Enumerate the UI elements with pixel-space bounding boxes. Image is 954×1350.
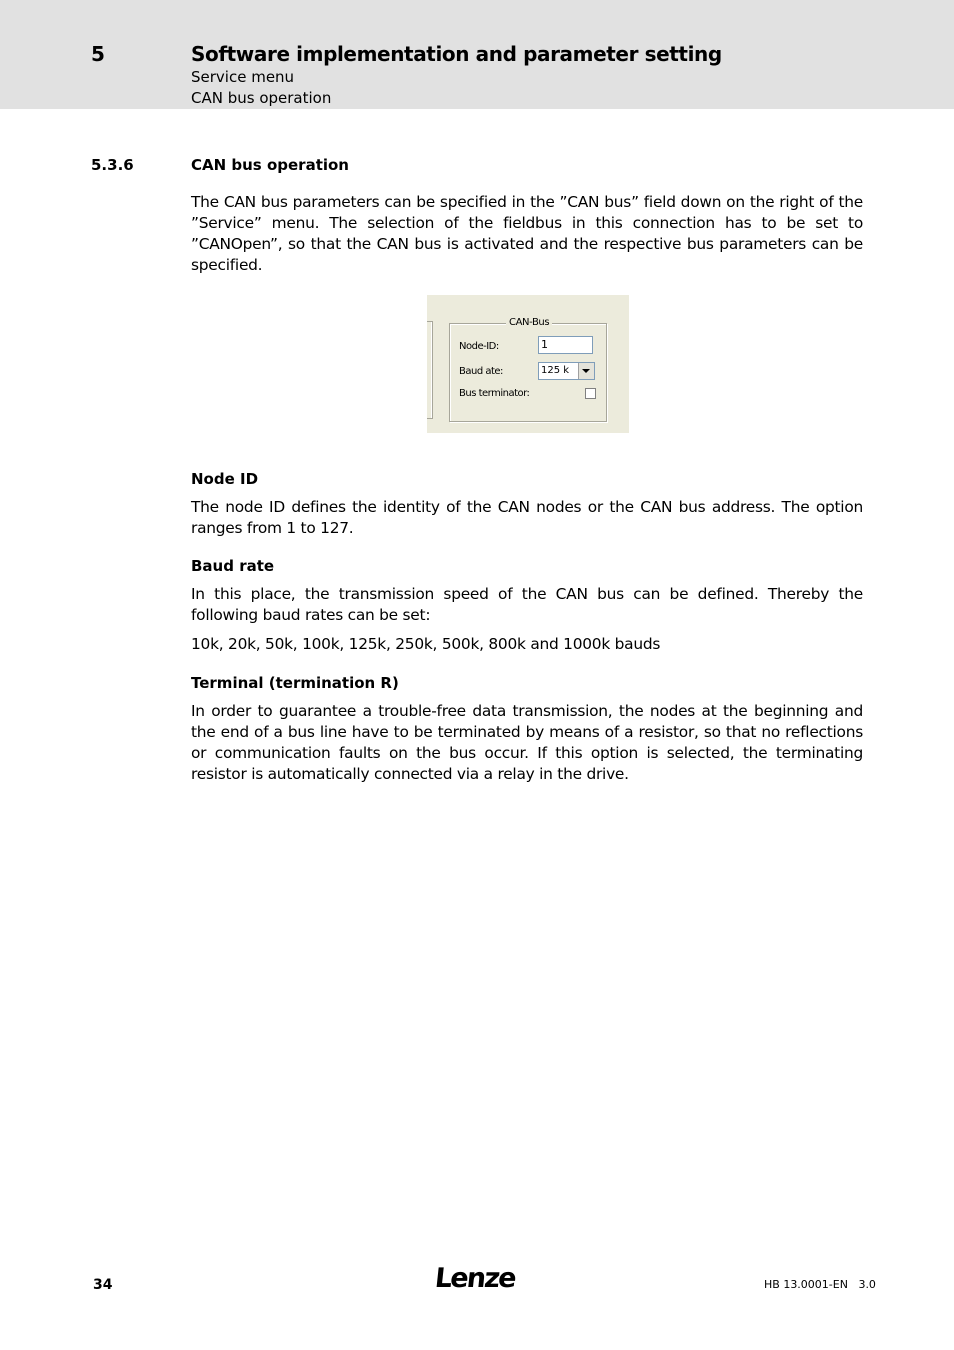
node-id-input[interactable]: 1 <box>538 336 593 354</box>
bus-terminator-checkbox[interactable] <box>585 388 596 399</box>
lenze-logo: Lenze <box>433 1263 517 1294</box>
node-id-heading: Node ID <box>191 470 259 488</box>
baud-rate-heading: Baud rate <box>191 557 275 575</box>
can-bus-group-box <box>449 317 607 422</box>
chapter-number: 5 <box>91 42 105 66</box>
baud-rate-label: Baud ate: <box>459 366 503 377</box>
terminal-paragraph: In order to guarantee a trouble-free data transmission, the nodes at the beginning and the end of a bus line have to be terminated by means of a resistor, so that no reflections or communication faults on the bus occur. If this option is selected, the terminating resistor is automatically connected via a relay in the drive. <box>191 702 863 783</box>
can-bus-group-title: CAN-Bus <box>506 317 552 328</box>
node-id-label: Node-ID: <box>459 341 499 352</box>
adjacent-panel-edge <box>427 321 433 419</box>
header-subtitle-service-menu: Service menu <box>191 68 295 86</box>
baud-rate-selected-value: 125 k <box>541 365 570 376</box>
document-reference: HB 13.0001-EN 3.0 <box>764 1278 876 1291</box>
page-number: 34 <box>93 1277 113 1293</box>
section-intro-paragraph: The CAN bus parameters can be specified in the ”CAN bus” field down on the right of the ”Service” menu. The selection of the fieldbus in this connection has to be set to ”CANOpen”, so that the CAN bus is activated and the respective bus parameters can be specified. <box>191 193 863 274</box>
node-id-paragraph: The node ID defines the identity of the CAN nodes or the CAN bus address. The option ranges from 1 to 127. <box>191 498 863 537</box>
chevron-down-icon[interactable] <box>578 363 594 379</box>
chapter-title: Software implementation and parameter setting <box>191 42 722 66</box>
baud-rate-paragraph: In this place, the transmission speed of the CAN bus can be defined. Thereby the following baud rates can be set: <box>191 585 863 624</box>
bus-terminator-label: Bus terminator: <box>459 388 530 399</box>
terminal-heading: Terminal (termination R) <box>191 674 399 692</box>
can-bus-screenshot-figure <box>427 295 629 433</box>
baud-rate-values: 10k, 20k, 50k, 100k, 125k, 250k, 500k, 800k and 1000k bauds <box>191 635 661 653</box>
section-title: CAN bus operation <box>191 156 349 174</box>
baud-rate-select[interactable] <box>538 362 595 380</box>
section-number: 5.3.6 <box>91 156 134 174</box>
header-subtitle-can-bus: CAN bus operation <box>191 89 332 107</box>
